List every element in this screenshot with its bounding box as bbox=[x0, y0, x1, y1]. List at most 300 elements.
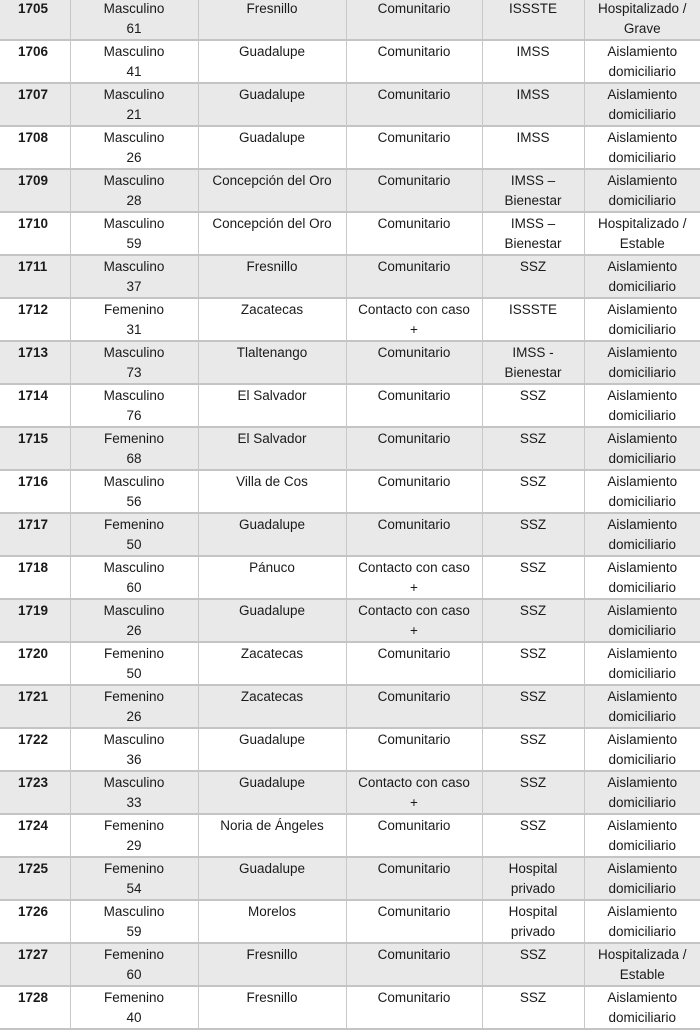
municipality-cell bbox=[198, 771, 346, 814]
sex-age-cell bbox=[70, 169, 198, 212]
municipality-label: Villa de Cos bbox=[236, 474, 308, 489]
sex-label: Femenino bbox=[103, 431, 165, 446]
institution-line: privado bbox=[510, 924, 556, 939]
transmission-type-line: Comunitario bbox=[377, 130, 451, 145]
case-number: 1716 bbox=[18, 474, 49, 489]
transmission-type-line: + bbox=[410, 623, 418, 638]
table-row bbox=[0, 943, 700, 986]
institution-line: IMSS bbox=[516, 130, 550, 145]
status-cell bbox=[584, 341, 700, 384]
sex-age-cell bbox=[70, 126, 198, 169]
sex-label: Masculino bbox=[103, 345, 165, 360]
age-value: 50 bbox=[126, 537, 142, 552]
municipality-cell bbox=[198, 814, 346, 857]
sex-label: Femenino bbox=[103, 689, 165, 704]
table-row bbox=[0, 728, 700, 771]
sex-label: Masculino bbox=[103, 44, 165, 59]
sex-label: Masculino bbox=[103, 732, 165, 747]
municipality-label: Tlaltenango bbox=[236, 345, 308, 360]
institution-cell bbox=[482, 169, 584, 212]
status-line: domiciliario bbox=[608, 365, 677, 380]
status-line: Aislamiento bbox=[607, 302, 678, 317]
status-line: Aislamiento bbox=[607, 431, 678, 446]
sex-age-cell bbox=[70, 255, 198, 298]
table-row bbox=[0, 427, 700, 470]
sex-label: Femenino bbox=[103, 990, 165, 1005]
sex-label: Masculino bbox=[103, 904, 165, 919]
age-value: 21 bbox=[126, 107, 142, 122]
age-value: 31 bbox=[126, 322, 142, 337]
sex-age-cell bbox=[70, 470, 198, 513]
sex-age-cell bbox=[70, 814, 198, 857]
transmission-type-cell bbox=[346, 298, 482, 341]
transmission-type-cell bbox=[346, 986, 482, 1029]
transmission-type-line: + bbox=[410, 795, 418, 810]
municipality-label: Zacatecas bbox=[240, 302, 304, 317]
status-line: Hospitalizado / bbox=[597, 1, 687, 16]
institution-cell bbox=[482, 212, 584, 255]
municipality-cell bbox=[198, 83, 346, 126]
case-number: 1718 bbox=[18, 560, 49, 575]
transmission-type-cell bbox=[346, 470, 482, 513]
transmission-type-line: Comunitario bbox=[377, 388, 451, 403]
case-number: 1708 bbox=[18, 130, 49, 145]
case-number-cell bbox=[0, 169, 70, 212]
municipality-cell bbox=[198, 470, 346, 513]
case-number-cell bbox=[0, 384, 70, 427]
age-value: 54 bbox=[126, 881, 142, 896]
status-cell bbox=[584, 943, 700, 986]
municipality-label: Zacatecas bbox=[240, 689, 304, 704]
municipality-label: Guadalupe bbox=[238, 732, 306, 747]
municipality-label: Guadalupe bbox=[238, 87, 306, 102]
table-row bbox=[0, 900, 700, 943]
table-row bbox=[0, 255, 700, 298]
age-value: 29 bbox=[126, 838, 142, 853]
municipality-cell bbox=[198, 298, 346, 341]
transmission-type-cell bbox=[346, 169, 482, 212]
municipality-label: Fresnillo bbox=[246, 259, 298, 274]
status-line: domiciliario bbox=[608, 881, 677, 896]
age-value: 60 bbox=[126, 967, 142, 982]
institution-line: Hospital bbox=[508, 861, 558, 876]
sex-age-cell bbox=[70, 943, 198, 986]
transmission-type-line: Comunitario bbox=[377, 259, 451, 274]
case-number: 1727 bbox=[18, 947, 49, 962]
transmission-type-cell bbox=[346, 0, 482, 40]
sex-age-cell bbox=[70, 513, 198, 556]
case-number: 1707 bbox=[18, 87, 49, 102]
case-number: 1711 bbox=[18, 259, 48, 274]
case-number-cell bbox=[0, 40, 70, 83]
status-line: domiciliario bbox=[608, 924, 677, 939]
age-value: 61 bbox=[126, 21, 142, 36]
institution-cell bbox=[482, 384, 584, 427]
table-row bbox=[0, 212, 700, 255]
case-number: 1709 bbox=[18, 173, 49, 188]
institution-cell bbox=[482, 685, 584, 728]
sex-age-cell bbox=[70, 384, 198, 427]
institution-cell bbox=[482, 513, 584, 556]
institution-line: SSZ bbox=[519, 732, 547, 747]
institution-cell bbox=[482, 728, 584, 771]
case-number: 1722 bbox=[18, 732, 49, 747]
table-row bbox=[0, 470, 700, 513]
case-number: 1714 bbox=[18, 388, 49, 403]
status-cell bbox=[584, 642, 700, 685]
institution-line: SSZ bbox=[519, 689, 547, 704]
age-value: 41 bbox=[126, 64, 142, 79]
institution-cell bbox=[482, 599, 584, 642]
institution-line: Hospital bbox=[508, 904, 558, 919]
age-value: 60 bbox=[126, 580, 142, 595]
sex-label: Femenino bbox=[103, 861, 165, 876]
transmission-type-cell bbox=[346, 771, 482, 814]
status-cell bbox=[584, 40, 700, 83]
institution-cell bbox=[482, 255, 584, 298]
table-row bbox=[0, 556, 700, 599]
transmission-type-cell bbox=[346, 900, 482, 943]
institution-line: IMSS bbox=[516, 87, 550, 102]
institution-line: SSZ bbox=[519, 259, 547, 274]
sex-age-cell bbox=[70, 341, 198, 384]
municipality-cell bbox=[198, 384, 346, 427]
institution-line: SSZ bbox=[519, 517, 547, 532]
sex-label: Femenino bbox=[103, 947, 165, 962]
institution-line: SSZ bbox=[519, 603, 547, 618]
age-value: 50 bbox=[126, 666, 142, 681]
transmission-type-line: Contacto con caso bbox=[358, 603, 470, 618]
sex-label: Masculino bbox=[103, 388, 165, 403]
case-number: 1719 bbox=[18, 603, 49, 618]
case-number: 1723 bbox=[18, 775, 49, 790]
status-line: Estable bbox=[619, 236, 665, 251]
status-cell bbox=[584, 857, 700, 900]
municipality-cell bbox=[198, 986, 346, 1029]
municipality-cell bbox=[198, 169, 346, 212]
status-line: Hospitalizado / bbox=[597, 216, 687, 231]
municipality-label: Fresnillo bbox=[246, 990, 298, 1005]
status-line: domiciliario bbox=[608, 64, 677, 79]
table-row bbox=[0, 513, 700, 556]
status-line: domiciliario bbox=[608, 580, 677, 595]
institution-cell bbox=[482, 814, 584, 857]
age-value: 26 bbox=[126, 150, 142, 165]
municipality-label: Fresnillo bbox=[246, 1, 298, 16]
case-number-cell bbox=[0, 943, 70, 986]
transmission-type-cell bbox=[346, 556, 482, 599]
case-number-cell bbox=[0, 599, 70, 642]
case-number: 1725 bbox=[18, 861, 49, 876]
sex-age-cell bbox=[70, 599, 198, 642]
transmission-type-line: Comunitario bbox=[377, 87, 451, 102]
municipality-label: Guadalupe bbox=[238, 603, 306, 618]
transmission-type-line: Comunitario bbox=[377, 474, 451, 489]
transmission-type-line: Comunitario bbox=[377, 517, 451, 532]
institution-line: IMSS – bbox=[510, 216, 556, 231]
municipality-cell bbox=[198, 513, 346, 556]
status-line: Grave bbox=[623, 21, 661, 36]
status-line: domiciliario bbox=[608, 193, 677, 208]
municipality-cell bbox=[198, 685, 346, 728]
transmission-type-line: Comunitario bbox=[377, 904, 451, 919]
transmission-type-line: Contacto con caso bbox=[358, 775, 470, 790]
age-value: 28 bbox=[126, 193, 142, 208]
sex-label: Masculino bbox=[103, 87, 165, 102]
sex-age-cell bbox=[70, 685, 198, 728]
institution-cell bbox=[482, 943, 584, 986]
institution-line: SSZ bbox=[519, 775, 547, 790]
status-line: Aislamiento bbox=[607, 775, 678, 790]
institution-line: Bienestar bbox=[504, 365, 562, 380]
case-number-cell bbox=[0, 556, 70, 599]
transmission-type-line: Comunitario bbox=[377, 990, 451, 1005]
sex-age-cell bbox=[70, 427, 198, 470]
case-number-cell bbox=[0, 857, 70, 900]
transmission-type-cell bbox=[346, 685, 482, 728]
sex-age-cell bbox=[70, 0, 198, 40]
case-number-cell bbox=[0, 83, 70, 126]
table-row bbox=[0, 642, 700, 685]
case-number-cell bbox=[0, 900, 70, 943]
status-cell bbox=[584, 986, 700, 1029]
status-line: Aislamiento bbox=[607, 904, 678, 919]
municipality-label: Guadalupe bbox=[238, 44, 306, 59]
status-line: Aislamiento bbox=[607, 130, 678, 145]
institution-line: SSZ bbox=[519, 947, 547, 962]
institution-line: SSZ bbox=[519, 431, 547, 446]
case-number-cell bbox=[0, 470, 70, 513]
institution-line: Bienestar bbox=[504, 236, 562, 251]
sex-label: Femenino bbox=[103, 646, 165, 661]
status-line: domiciliario bbox=[608, 150, 677, 165]
sex-label: Masculino bbox=[103, 603, 165, 618]
status-cell bbox=[584, 513, 700, 556]
status-cell bbox=[584, 427, 700, 470]
case-number: 1726 bbox=[18, 904, 49, 919]
sex-age-cell bbox=[70, 986, 198, 1029]
status-line: Aislamiento bbox=[607, 345, 678, 360]
transmission-type-line: Comunitario bbox=[377, 1, 451, 16]
age-value: 37 bbox=[126, 279, 142, 294]
status-line: domiciliario bbox=[608, 838, 677, 853]
transmission-type-cell bbox=[346, 255, 482, 298]
case-number: 1713 bbox=[18, 345, 49, 360]
municipality-cell bbox=[198, 0, 346, 40]
municipality-label: Pánuco bbox=[249, 560, 295, 575]
age-value: 73 bbox=[126, 365, 142, 380]
case-number-cell bbox=[0, 341, 70, 384]
municipality-cell bbox=[198, 943, 346, 986]
case-number-cell bbox=[0, 298, 70, 341]
institution-line: SSZ bbox=[519, 388, 547, 403]
transmission-type-line: Comunitario bbox=[377, 947, 451, 962]
sex-label: Masculino bbox=[103, 775, 165, 790]
institution-line: IMSS – bbox=[510, 173, 556, 188]
institution-cell bbox=[482, 83, 584, 126]
table-row bbox=[0, 0, 700, 40]
municipality-label: El Salvador bbox=[237, 388, 307, 403]
case-number-cell bbox=[0, 685, 70, 728]
institution-cell bbox=[482, 556, 584, 599]
status-line: Aislamiento bbox=[607, 173, 678, 188]
case-number-cell bbox=[0, 0, 70, 40]
status-line: domiciliario bbox=[608, 408, 677, 423]
transmission-type-cell bbox=[346, 642, 482, 685]
status-cell bbox=[584, 771, 700, 814]
sex-age-cell bbox=[70, 771, 198, 814]
case-number-cell bbox=[0, 771, 70, 814]
case-number-cell bbox=[0, 255, 70, 298]
municipality-cell bbox=[198, 40, 346, 83]
municipality-cell bbox=[198, 900, 346, 943]
municipality-cell bbox=[198, 212, 346, 255]
municipality-cell bbox=[198, 857, 346, 900]
transmission-type-cell bbox=[346, 728, 482, 771]
institution-line: privado bbox=[510, 881, 556, 896]
case-number-cell bbox=[0, 642, 70, 685]
institution-line: SSZ bbox=[519, 560, 547, 575]
table-row bbox=[0, 685, 700, 728]
case-number: 1717 bbox=[18, 517, 49, 532]
municipality-label: Morelos bbox=[247, 904, 296, 919]
status-line: Aislamiento bbox=[607, 560, 678, 575]
sex-age-cell bbox=[70, 900, 198, 943]
institution-line: Bienestar bbox=[504, 193, 562, 208]
transmission-type-line: + bbox=[410, 322, 418, 337]
status-line: Aislamiento bbox=[607, 517, 678, 532]
table-row bbox=[0, 986, 700, 1029]
status-cell bbox=[584, 83, 700, 126]
table-row bbox=[0, 126, 700, 169]
transmission-type-line: Comunitario bbox=[377, 861, 451, 876]
institution-line: SSZ bbox=[519, 818, 547, 833]
transmission-type-line: + bbox=[410, 580, 418, 595]
institution-cell bbox=[482, 900, 584, 943]
municipality-label: Fresnillo bbox=[246, 947, 298, 962]
table-row bbox=[0, 83, 700, 126]
municipality-label: Guadalupe bbox=[238, 517, 306, 532]
age-value: 26 bbox=[126, 709, 142, 724]
sex-label: Masculino bbox=[103, 560, 165, 575]
case-number: 1715 bbox=[18, 431, 49, 446]
sex-age-cell bbox=[70, 83, 198, 126]
institution-line: IMSS - bbox=[512, 345, 554, 360]
transmission-type-cell bbox=[346, 814, 482, 857]
status-cell bbox=[584, 298, 700, 341]
sex-age-cell bbox=[70, 556, 198, 599]
age-value: 40 bbox=[126, 1010, 142, 1025]
transmission-type-line: Comunitario bbox=[377, 732, 451, 747]
municipality-label: Guadalupe bbox=[238, 775, 306, 790]
table-row bbox=[0, 341, 700, 384]
status-line: domiciliario bbox=[608, 537, 677, 552]
municipality-label: Concepción del Oro bbox=[212, 173, 332, 188]
institution-cell bbox=[482, 298, 584, 341]
transmission-type-line: Comunitario bbox=[377, 173, 451, 188]
case-number-cell bbox=[0, 986, 70, 1029]
age-value: 36 bbox=[126, 752, 142, 767]
table-row bbox=[0, 298, 700, 341]
table-row bbox=[0, 771, 700, 814]
case-number-cell bbox=[0, 212, 70, 255]
sex-age-cell bbox=[70, 728, 198, 771]
status-line: domiciliario bbox=[608, 451, 677, 466]
status-cell bbox=[584, 255, 700, 298]
institution-cell bbox=[482, 771, 584, 814]
status-line: Aislamiento bbox=[607, 689, 678, 704]
status-cell bbox=[584, 685, 700, 728]
transmission-type-cell bbox=[346, 40, 482, 83]
transmission-type-cell bbox=[346, 341, 482, 384]
transmission-type-cell bbox=[346, 212, 482, 255]
institution-line: ISSSTE bbox=[508, 1, 557, 16]
table-row bbox=[0, 40, 700, 83]
status-cell bbox=[584, 900, 700, 943]
institution-cell bbox=[482, 642, 584, 685]
transmission-type-line: Comunitario bbox=[377, 689, 451, 704]
institution-cell bbox=[482, 427, 584, 470]
case-number: 1705 bbox=[18, 1, 49, 16]
municipality-cell bbox=[198, 255, 346, 298]
transmission-type-line: Comunitario bbox=[377, 646, 451, 661]
status-line: domiciliario bbox=[608, 279, 677, 294]
municipality-cell bbox=[198, 341, 346, 384]
status-line: Aislamiento bbox=[607, 732, 678, 747]
status-line: Aislamiento bbox=[607, 87, 678, 102]
transmission-type-cell bbox=[346, 427, 482, 470]
table-row bbox=[0, 169, 700, 212]
sex-age-cell bbox=[70, 40, 198, 83]
sex-age-cell bbox=[70, 857, 198, 900]
status-line: Aislamiento bbox=[607, 259, 678, 274]
status-cell bbox=[584, 212, 700, 255]
sex-label: Masculino bbox=[103, 259, 165, 274]
status-cell bbox=[584, 556, 700, 599]
transmission-type-line: Comunitario bbox=[377, 431, 451, 446]
status-line: Aislamiento bbox=[607, 990, 678, 1005]
age-value: 76 bbox=[126, 408, 142, 423]
status-cell bbox=[584, 599, 700, 642]
case-number: 1720 bbox=[18, 646, 49, 661]
transmission-type-line: Contacto con caso bbox=[358, 560, 470, 575]
municipality-label: Zacatecas bbox=[240, 646, 304, 661]
municipality-label: Guadalupe bbox=[238, 861, 306, 876]
transmission-type-cell bbox=[346, 513, 482, 556]
case-number: 1721 bbox=[18, 689, 49, 704]
municipality-label: Guadalupe bbox=[238, 130, 306, 145]
institution-cell bbox=[482, 126, 584, 169]
status-cell bbox=[584, 728, 700, 771]
status-line: Aislamiento bbox=[607, 861, 678, 876]
case-number-cell bbox=[0, 728, 70, 771]
municipality-label: El Salvador bbox=[237, 431, 307, 446]
institution-line: ISSSTE bbox=[508, 302, 557, 317]
status-line: Aislamiento bbox=[607, 603, 678, 618]
sex-label: Masculino bbox=[103, 216, 165, 231]
status-line: domiciliario bbox=[608, 322, 677, 337]
table-row bbox=[0, 814, 700, 857]
sex-age-cell bbox=[70, 298, 198, 341]
sex-label: Femenino bbox=[103, 517, 165, 532]
status-line: domiciliario bbox=[608, 709, 677, 724]
status-line: domiciliario bbox=[608, 795, 677, 810]
case-number-cell bbox=[0, 814, 70, 857]
transmission-type-cell bbox=[346, 943, 482, 986]
case-number: 1712 bbox=[18, 302, 49, 317]
municipality-cell bbox=[198, 556, 346, 599]
transmission-type-cell bbox=[346, 857, 482, 900]
